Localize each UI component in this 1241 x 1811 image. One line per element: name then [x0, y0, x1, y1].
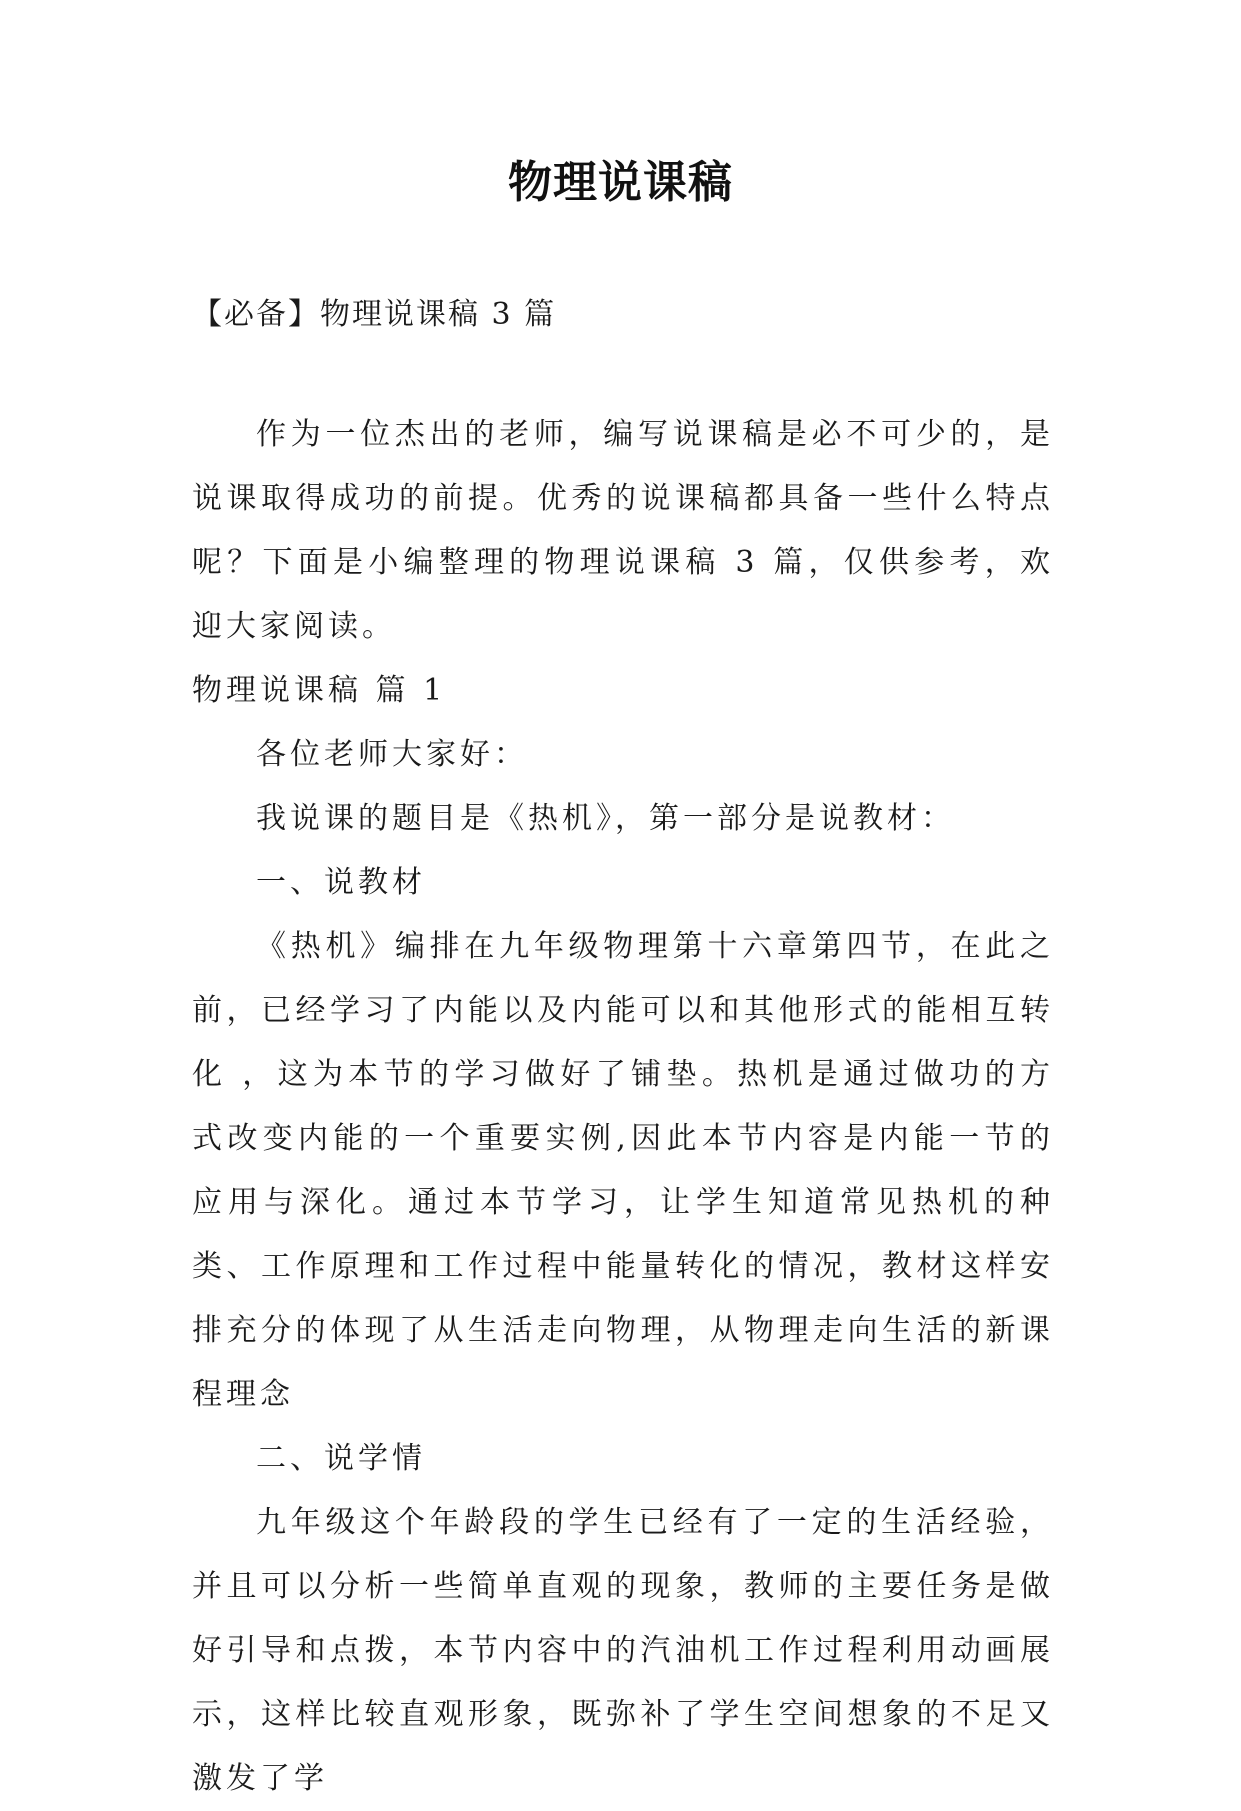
- students-paragraph: 九年级这个年龄段的学生已经有了一定的生活经验，并且可以分析一些简单直观的现象，教师的主要任务是做好引导和点拨，本节内容中的汽油机工作过程利用动画展示，这样比较直观形象，既弥补了学生空间想象的不足又激发了学: [192, 1505, 1054, 1796]
- document-body: [192, 403, 1054, 1811]
- subheading-students: 二、说学情: [256, 1441, 426, 1476]
- section-heading: 物理说课稿 篇 1: [192, 673, 447, 708]
- greeting-paragraph: 各位老师大家好：: [256, 737, 528, 772]
- subheading-textbook: 一、说教材: [256, 865, 426, 900]
- textbook-paragraph: 《热机》编排在九年级物理第十六章第四节，在此之前，已经学习了内能以及内能可以和其他形式的能相互转化 ，这为本节的学习做好了铺垫。热机是通过做功的方式改变内能的一个重要实例,因此本节内容是内能一节的应用与深化。通过本节学习，让学生知道常见热机的种 类、工作原理和工作过程中能量转化的情况，教材这样安排充分的体现了从生活走向物理，从物理走向生活的新课程理念: [192, 929, 1054, 1412]
- intro-paragraph: 作为一位杰出的老师，编写说课稿是必不可少的，是说课取得成功的前提。优秀的说课稿都具备一些什么特点呢？下面是小编整理的物理说课稿 3 篇，仅供参考，欢迎大家阅读。: [192, 417, 1054, 644]
- topic-paragraph: 我说课的题目是《热机》，第一部分是说教材：: [256, 801, 955, 836]
- document-subtitle: 【必备】物理说课稿 3 篇: [192, 297, 557, 332]
- document-title: 物理说课稿: [508, 157, 733, 208]
